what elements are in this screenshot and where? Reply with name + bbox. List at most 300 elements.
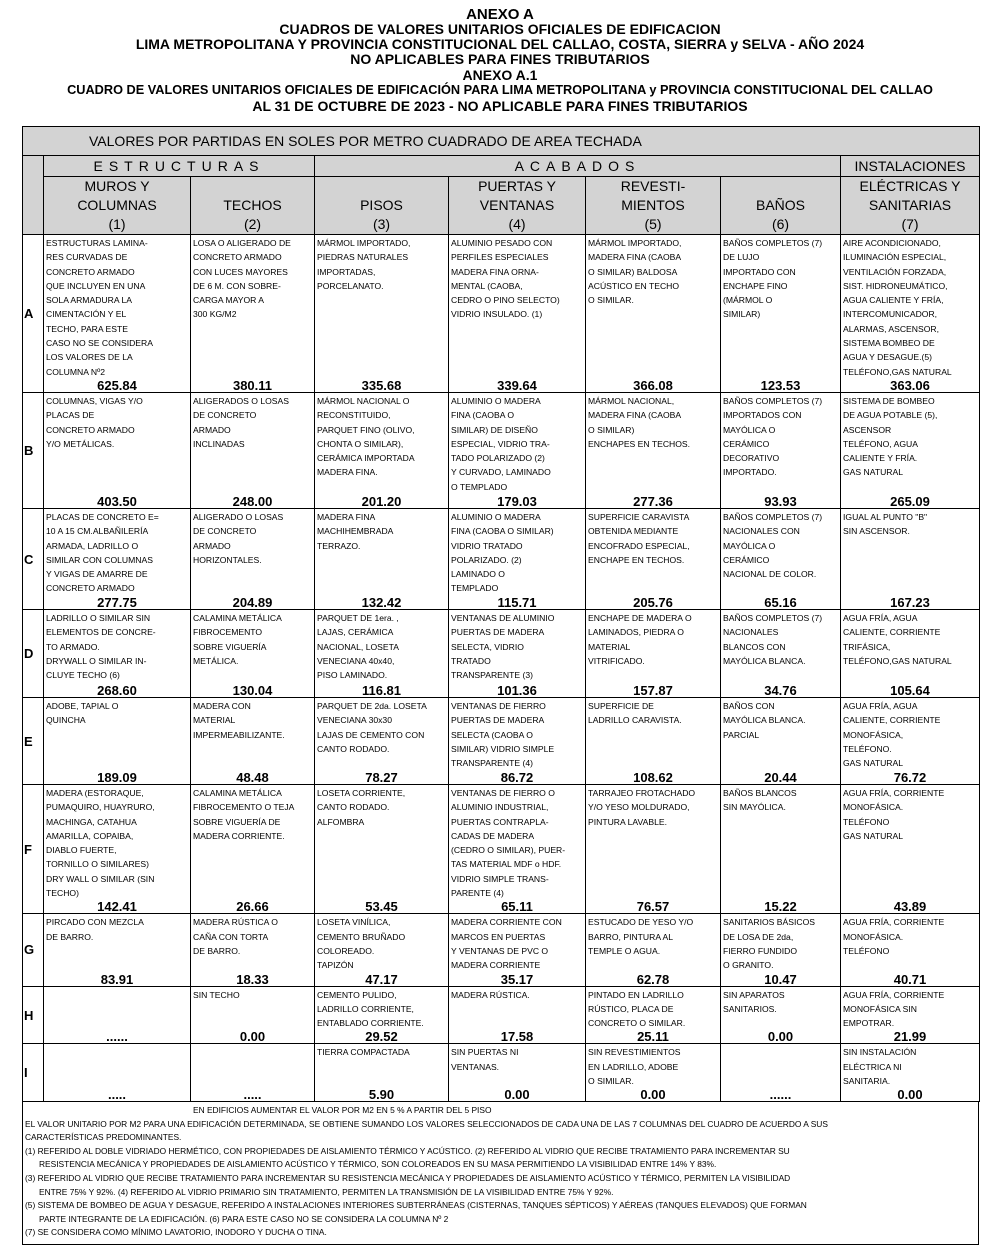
description-line: AGUA FRÍA, CORRIENTE bbox=[843, 917, 945, 928]
description-line: CALIENTE, CORRIENTE bbox=[843, 627, 941, 638]
description-line: PARENTE (4) bbox=[451, 888, 504, 899]
description-line: PIEDRAS NATURALES bbox=[317, 252, 409, 263]
description-cell bbox=[721, 698, 841, 772]
description-line: PARCIAL bbox=[723, 729, 760, 740]
description-line: CALAMINA METÁLICA bbox=[193, 613, 282, 623]
description-cell bbox=[315, 1044, 449, 1089]
description-line: SANITARIOS. bbox=[723, 1003, 777, 1014]
column-header-num: (2) bbox=[243, 216, 262, 232]
description-cell bbox=[191, 393, 315, 496]
description-line: ALUMINIO O MADERA bbox=[451, 396, 541, 406]
description-line: ESTRUCTURAS LAMINA- bbox=[46, 238, 148, 248]
description-line: CONCRETO O SIMILAR. bbox=[588, 1018, 686, 1029]
description-line: MADERA RÚSTICA O bbox=[193, 917, 278, 928]
description-line: SOBRE VIGUERÍA bbox=[193, 641, 267, 652]
description-cell bbox=[586, 785, 721, 901]
corner-cell bbox=[23, 156, 44, 235]
description-line: ESTUCADO DE YESO Y/O bbox=[588, 917, 694, 928]
description-line: SANITARIA. bbox=[843, 1076, 891, 1087]
description-line: MADERA FINA. bbox=[317, 467, 378, 478]
description-line: MONOFÁSICA SIN bbox=[843, 1003, 918, 1014]
footnote-floor-increase: EN EDIFICIOS AUMENTAR EL VALOR POR M2 EN 5 % A PARTIR DEL 5 PISO bbox=[193, 1105, 492, 1115]
value-cell: 157.87 bbox=[586, 684, 721, 698]
description-line: ALARMAS, ASCENSOR, bbox=[843, 323, 939, 334]
description-line: ALFOMBRA bbox=[317, 816, 365, 827]
value-cell: 47.17 bbox=[315, 973, 449, 987]
description-line: TEMPLADO bbox=[451, 583, 499, 594]
description-cell bbox=[721, 986, 841, 1030]
description-line: TORNILLO O SIMILARES) bbox=[46, 859, 149, 870]
value-cell: 108.62 bbox=[586, 771, 721, 785]
description-cell bbox=[586, 610, 721, 685]
description-cell bbox=[449, 235, 586, 380]
description-line: LADRILLO CORRIENTE, bbox=[317, 1003, 414, 1014]
description-line: ENCHAPE FINO bbox=[723, 280, 788, 291]
description-line: PUERTAS CONTRAPLA- bbox=[451, 816, 549, 827]
value-cell: 0.00 bbox=[449, 1088, 586, 1102]
value-cell: 86.72 bbox=[449, 771, 586, 785]
description-line: EMPOTRAR. bbox=[843, 1018, 895, 1029]
description-line: DIABLO FUERTE, bbox=[46, 845, 117, 856]
description-line: MONOFÁSICA. bbox=[843, 802, 904, 813]
description-line: DRY WALL O SIMILAR (SIN bbox=[46, 873, 155, 884]
value-cell: 363.06 bbox=[841, 379, 980, 393]
description-line: CALIENTE Y FRÍA. bbox=[843, 453, 918, 464]
description-line: MENTAL (CAOBA, bbox=[451, 280, 523, 291]
description-line: MONOFÁSICA, bbox=[843, 729, 904, 740]
description-line: IMPORTADO. bbox=[723, 467, 777, 478]
value-cell: 40.71 bbox=[841, 973, 980, 987]
description-line: LADRILLO O SIMILAR SIN bbox=[46, 613, 151, 623]
description-line: ELÉCTRICA NI bbox=[843, 1061, 902, 1072]
description-line: AGUA FRÍA, AGUA bbox=[843, 613, 918, 623]
description-line: CANTO RODADO. bbox=[317, 802, 390, 813]
row-letter-d: D bbox=[23, 610, 44, 698]
description-line: PINTURA LAVABLE. bbox=[588, 816, 667, 827]
description-line: ALIGERADO O LOSAS bbox=[193, 512, 284, 522]
value-cell: 53.45 bbox=[315, 900, 449, 914]
description-line: MAYÓLICA O bbox=[723, 540, 776, 551]
description-line: SIN REVESTIMIENTOS bbox=[588, 1047, 681, 1058]
document-subtitle: LIMA METROPOLITANA Y PROVINCIA CONSTITUCIONAL DEL CALLAO, COSTA, SIERRA y SELVA - AÑO 2024 bbox=[135, 36, 865, 52]
description-cell bbox=[841, 393, 980, 496]
value-cell: 265.09 bbox=[841, 495, 980, 509]
group-estructuras: ESTRUCTURAS bbox=[44, 156, 315, 177]
description-line: IMPERMEABILIZANTE. bbox=[193, 729, 285, 740]
column-header-l2: COLUMNAS bbox=[77, 197, 157, 213]
description-line: FINA (CAOBA O bbox=[451, 410, 515, 421]
description-line: SOBRE VIGUERÍA DE bbox=[193, 816, 281, 827]
description-line: MADERA FINA (CAOBA bbox=[588, 410, 682, 421]
description-line: FIERRO FUNDIDO bbox=[723, 945, 797, 956]
description-line: DE BARRO. bbox=[46, 931, 94, 942]
value-cell: 403.50 bbox=[44, 495, 191, 509]
description-line: RÚSTICO, PLACA DE bbox=[588, 1003, 674, 1014]
description-line: BAÑOS COMPLETOS (7) bbox=[723, 512, 823, 522]
description-line: CARGA MAYOR A bbox=[193, 295, 264, 306]
description-line: MADERA CON bbox=[193, 701, 251, 711]
column-header-3 bbox=[315, 177, 449, 235]
description-line: DE CONCRETO bbox=[193, 410, 257, 421]
description-line: MADERA FINA bbox=[317, 512, 376, 522]
value-cell: ..... bbox=[191, 1088, 315, 1102]
description-line: CON LUCES MAYORES bbox=[193, 266, 288, 277]
description-cell bbox=[449, 393, 586, 496]
value-cell: 204.89 bbox=[191, 596, 315, 610]
description-line: LOSETA CORRIENTE, bbox=[317, 788, 406, 798]
column-header-num: (6) bbox=[771, 216, 790, 232]
description-line: ALUMINIO PESADO CON bbox=[451, 238, 553, 248]
description-cell bbox=[841, 1044, 980, 1089]
value-cell: 83.91 bbox=[44, 973, 191, 987]
description-cell bbox=[191, 698, 315, 772]
description-line: Y CURVADO, LAMINADO bbox=[451, 467, 551, 478]
description-line: SIMILAR) bbox=[723, 309, 761, 320]
description-line: DRYWALL O SIMILAR IN- bbox=[46, 655, 147, 666]
description-line: SIN ASCENSOR. bbox=[843, 526, 910, 537]
description-line: AMARILLA, COPAIBA, bbox=[46, 830, 134, 841]
description-line: DE LOSA DE 2da, bbox=[723, 931, 794, 942]
value-cell: 43.89 bbox=[841, 900, 980, 914]
description-line: PARQUET DE 1era. , bbox=[317, 613, 399, 623]
description-line: FIBROCEMENTO bbox=[193, 627, 263, 638]
description-cell bbox=[44, 235, 191, 380]
description-line: ALIGERADOS O LOSAS bbox=[193, 396, 289, 406]
description-cell bbox=[44, 393, 191, 496]
description-cell bbox=[841, 785, 980, 901]
description-cell bbox=[721, 1044, 841, 1089]
description-line: CASO NO SE CONSIDERA bbox=[46, 338, 153, 349]
value-cell: 62.78 bbox=[586, 973, 721, 987]
footnote-2-cont: RESISTENCIA MECÁNICA Y PROPIEDADES DE AISLAMIENTO ACÚSTICO Y TÉRMICO, SON COLOREADOS EN SU MASA PERMITIENDO LA VISIBILIDAD ENTRE 14% Y 83%. bbox=[39, 1159, 717, 1170]
row-letter-c: C bbox=[23, 509, 44, 610]
description-line: CEMENTO BRUÑADO bbox=[317, 931, 406, 942]
description-line: SIMILAR) VIDRIO SIMPLE bbox=[451, 743, 555, 754]
description-line: PARQUET FINO (OLIVO, bbox=[317, 424, 415, 435]
column-header-l1 bbox=[721, 177, 840, 196]
description-line: AIRE ACONDICIONADO, bbox=[843, 238, 941, 248]
description-cell bbox=[44, 914, 191, 973]
description-line: FINA (CAOBA O SIMILAR) bbox=[451, 526, 554, 537]
description-line: CERÁMICO bbox=[723, 438, 770, 449]
description-line: DECORATIVO bbox=[723, 453, 780, 464]
description-line: PLACAS DE bbox=[46, 410, 95, 421]
description-line: TECHO, PARA ESTE bbox=[46, 323, 128, 334]
description-line: PISO LAMINADO. bbox=[317, 670, 388, 681]
description-line: VENTANAS DE FIERRO O bbox=[451, 788, 555, 798]
description-line: CERÁMICA IMPORTADA bbox=[317, 453, 415, 464]
description-cell bbox=[721, 235, 841, 380]
description-line: NACIONAL, LOSETA bbox=[317, 641, 399, 652]
table-banner: VALORES POR PARTIDAS EN SOLES POR METRO CUADRADO DE AREA TECHADA bbox=[23, 127, 980, 156]
value-cell: ..... bbox=[44, 1088, 191, 1102]
description-line: PLACAS DE CONCRETO E= bbox=[46, 512, 159, 522]
description-line: ENCHAPES EN TECHOS. bbox=[588, 438, 691, 449]
description-line: DE AGUA POTABLE (5), bbox=[843, 410, 938, 421]
description-line: TARRAJEO FROTACHADO bbox=[588, 788, 696, 798]
description-cell bbox=[449, 698, 586, 772]
description-line: CONCRETO ARMADO bbox=[193, 252, 282, 263]
description-cell bbox=[841, 986, 980, 1030]
description-line: LOSA O ALIGERADO DE bbox=[193, 238, 291, 248]
value-cell: 20.44 bbox=[721, 771, 841, 785]
footnotes bbox=[22, 1102, 979, 1245]
description-line: ALUMINIO INDUSTRIAL, bbox=[451, 802, 549, 813]
footnote-5-6: PARTE INTEGRANTE DE LA EDIFICACIÓN. (6) PARA ESTE CASO NO SE CONSIDERA LA COLUMNA Nº 2 bbox=[39, 1213, 449, 1224]
description-line: LAJAS DE CEMENTO CON bbox=[317, 729, 425, 740]
description-line: VENTANAS DE ALUMINIO bbox=[451, 613, 555, 623]
footnote-5: (5) SISTEMA DE BOMBEO DE AGUA Y DESAGUE, REFERIDO A INSTALACIONES INTERIORES SUBTERRÁNEAS (CISTERNAS, TANQUES SÉPTICOS) Y AÉREAS (TANQUES ELEVADOS) QUE FORMAN bbox=[25, 1200, 807, 1211]
column-header-l1: PUERTAS Y bbox=[478, 178, 556, 194]
description-cell bbox=[841, 509, 980, 597]
column-header-l1 bbox=[191, 177, 314, 196]
description-line: TRANSPARENTE (4) bbox=[451, 758, 533, 769]
description-line: MADERA CORRIENTE CON bbox=[451, 917, 562, 928]
description-cell bbox=[586, 986, 721, 1030]
value-cell: 277.75 bbox=[44, 596, 191, 610]
document-title: CUADROS DE VALORES UNITARIOS OFICIALES DE EDIFICACION bbox=[279, 21, 721, 37]
description-line: 10 A 15 CM.ALBAÑILERÍA bbox=[46, 526, 149, 537]
description-line: MÁRMOL IMPORTADO, bbox=[588, 238, 682, 248]
column-header-l1 bbox=[315, 177, 448, 196]
value-cell: 268.60 bbox=[44, 684, 191, 698]
document-note: NO APLICABLES PARA FINES TRIBUTARIOS bbox=[350, 51, 650, 67]
value-cell: 65.11 bbox=[449, 900, 586, 914]
description-line: ENTABLADO CORRIENTE. bbox=[317, 1018, 424, 1029]
description-line: MAYÓLICA BLANCA. bbox=[723, 655, 806, 666]
description-cell bbox=[191, 785, 315, 901]
value-cell: 179.03 bbox=[449, 495, 586, 509]
description-line: TADO POLARIZADO (2) bbox=[451, 453, 545, 464]
description-line: TAS MATERIAL MDF o HDF. bbox=[451, 859, 562, 870]
description-line: VIDRIO INSULADO. (1) bbox=[451, 309, 543, 320]
description-line: CLUYE TECHO (6) bbox=[46, 670, 120, 681]
description-line: SIN PUERTAS NI bbox=[451, 1047, 519, 1058]
description-line: BAÑOS COMPLETOS (7) bbox=[723, 396, 823, 406]
footnote-unit-value-cont: CARACTERÍSTICAS PREDOMINANTES. bbox=[25, 1132, 182, 1143]
value-cell: 34.76 bbox=[721, 684, 841, 698]
description-line: LADRILLO CARAVISTA. bbox=[588, 715, 682, 726]
description-cell bbox=[449, 610, 586, 685]
annex-subtitle: ANEXO A.1 bbox=[462, 67, 538, 83]
description-line: MAYÓLICA BLANCA. bbox=[723, 715, 806, 726]
description-line: INTERCOMUNICADOR, bbox=[843, 309, 938, 320]
column-header-4 bbox=[449, 177, 586, 235]
description-line: CERÁMICO bbox=[723, 554, 770, 565]
description-line: VIDRIO SIMPLE TRANS- bbox=[451, 873, 549, 884]
description-cell bbox=[841, 698, 980, 772]
value-cell: 10.47 bbox=[721, 973, 841, 987]
column-header-num: (7) bbox=[901, 216, 919, 232]
annex-title: ANEXO A bbox=[466, 6, 534, 23]
description-line: IMPORTADO CON bbox=[723, 266, 796, 277]
description-line: PUERTAS DE MADERA bbox=[451, 627, 545, 638]
description-cell bbox=[44, 698, 191, 772]
description-line: SIMILAR CON COLUMNAS bbox=[46, 554, 153, 565]
description-line: RES CURVADAS DE bbox=[46, 252, 128, 263]
value-cell: 78.27 bbox=[315, 771, 449, 785]
column-header-l2: MIENTOS bbox=[621, 197, 685, 213]
description-line: ACÚSTICO EN TECHO bbox=[588, 280, 680, 291]
description-line: Y VENTANAS DE PVC O bbox=[451, 945, 549, 956]
description-cell bbox=[315, 393, 449, 496]
description-line: TELÉFONO bbox=[843, 945, 890, 956]
description-line: LAJAS, CERÁMICA bbox=[317, 627, 394, 638]
value-cell: 130.04 bbox=[191, 684, 315, 698]
table-title: CUADRO DE VALORES UNITARIOS OFICIALES DE EDIFICACIÓN PARA LIMA METROPOLITANA y PROVINCIA CONSTITUCIONAL DEL CALLAO bbox=[67, 82, 933, 97]
description-line: CIMENTACIÓN Y EL bbox=[46, 309, 127, 320]
description-line: O SIMILAR) BALDOSA bbox=[588, 266, 678, 277]
column-header-l1: MUROS Y bbox=[84, 178, 150, 194]
description-line: ILUMINACIÓN ESPECIAL, bbox=[843, 252, 947, 263]
description-line: O SIMILAR. bbox=[588, 295, 634, 306]
description-cell bbox=[315, 509, 449, 597]
description-line: QUINCHA bbox=[46, 715, 86, 726]
value-cell: 167.23 bbox=[841, 596, 980, 610]
description-cell bbox=[449, 914, 586, 973]
description-cell bbox=[44, 509, 191, 597]
footnote-unit-value: EL VALOR UNITARIO POR M2 PARA UNA EDIFICACIÓN DETERMINADA, SE OBTIENE SUMANDO LOS VALORES SELECCIONADOS DE CADA UNA DE LAS 7 COLUMNAS DEL CUADRO DE ACUERDO A SUS bbox=[25, 1118, 828, 1129]
description-line: CONCRETO ARMADO bbox=[46, 424, 135, 435]
description-line: TIERRA COMPACTADA bbox=[317, 1047, 410, 1058]
description-line: EN LADRILLO, ADOBE bbox=[588, 1061, 679, 1072]
description-line: DE BARRO. bbox=[193, 945, 241, 956]
description-line: Y/O YESO MOLDURADO, bbox=[588, 802, 690, 813]
description-cell bbox=[315, 785, 449, 901]
description-cell bbox=[191, 610, 315, 685]
description-line: BAÑOS CON bbox=[723, 701, 775, 711]
description-line: ENCHAPE EN TECHOS. bbox=[588, 554, 685, 565]
description-cell bbox=[191, 986, 315, 1030]
description-line: AGUA FRÍA, CORRIENTE bbox=[843, 788, 945, 798]
value-cell: 189.09 bbox=[44, 771, 191, 785]
description-cell bbox=[449, 986, 586, 1030]
row-letter-a: A bbox=[23, 235, 44, 393]
description-line: NACIONALES bbox=[723, 627, 779, 638]
description-line: MÁRMOL NACIONAL O bbox=[317, 396, 410, 406]
description-line: (CEDRO O SIMILAR), PUER- bbox=[451, 845, 566, 856]
group-instalaciones: INSTALACIONES bbox=[841, 156, 980, 177]
description-line: TELÉFONO,GAS NATURAL bbox=[843, 366, 952, 377]
description-line: PORCELANATO. bbox=[317, 280, 384, 291]
description-line: LOSETA VINÍLICA, bbox=[317, 917, 391, 928]
description-line: GAS NATURAL bbox=[843, 830, 904, 841]
description-line: AGUA CALIENTE Y FRÍA, bbox=[843, 295, 944, 306]
description-line: QUE INCLUYEN EN UNA bbox=[46, 280, 146, 291]
description-line: ARMADO bbox=[193, 424, 231, 435]
description-line: (MÁRMOL O bbox=[723, 295, 773, 306]
description-line: TRANSPARENTE (3) bbox=[451, 670, 533, 681]
value-cell: 0.00 bbox=[721, 1030, 841, 1044]
description-line: TELÉFONO, AGUA bbox=[843, 438, 918, 449]
value-cell: 18.33 bbox=[191, 973, 315, 987]
description-line: IMPORTADAS, bbox=[317, 266, 376, 277]
description-cell bbox=[191, 235, 315, 380]
description-line: MADERA FINA ORNA- bbox=[451, 266, 539, 277]
description-line: SISTEMA DE BOMBEO bbox=[843, 396, 935, 406]
description-cell bbox=[191, 1044, 315, 1089]
description-line: CANTO RODADO. bbox=[317, 743, 390, 754]
description-line: O SIMILAR) bbox=[588, 424, 635, 435]
description-line: BAÑOS COMPLETOS (7) bbox=[723, 613, 823, 623]
description-cell bbox=[721, 914, 841, 973]
description-line: METÁLICA. bbox=[193, 655, 239, 666]
value-cell: 201.20 bbox=[315, 495, 449, 509]
description-line: MONOFÁSICA. bbox=[843, 931, 904, 942]
description-cell bbox=[315, 235, 449, 380]
value-cell: 26.66 bbox=[191, 900, 315, 914]
column-header-1 bbox=[44, 177, 191, 235]
column-header-6 bbox=[721, 177, 841, 235]
description-line: COLOREADO. bbox=[317, 945, 375, 956]
footnote-3-4: ENTRE 75% Y 92%. (4) REFERIDO AL VIDRIO PRIMARIO SIN TRATAMIENTO, PERMITEN LA TRANSMISIÓN DE LA VISIBILIDAD ENTRE 75% Y 92%. bbox=[39, 1186, 614, 1197]
description-cell bbox=[586, 698, 721, 772]
description-cell bbox=[841, 610, 980, 685]
description-line: BLANCOS CON bbox=[723, 641, 786, 652]
description-line: BARRO, PINTURA AL bbox=[588, 931, 674, 942]
description-line: VENECIANA 40x40, bbox=[317, 655, 395, 666]
description-line: DE CONCRETO bbox=[193, 526, 257, 537]
description-cell bbox=[315, 610, 449, 685]
description-line: SOLA ARMADURA LA bbox=[46, 295, 132, 306]
description-line: TELÉFONO. bbox=[843, 743, 892, 754]
description-line: SELECTA (CAOBA O bbox=[451, 729, 533, 740]
description-line: SELECTA, VIDRIO bbox=[451, 641, 524, 652]
value-cell: 335.68 bbox=[315, 379, 449, 393]
row-letter-g: G bbox=[23, 914, 44, 986]
description-line: HORIZONTALES. bbox=[193, 554, 262, 565]
description-cell bbox=[44, 986, 191, 1030]
description-line: GAS NATURAL bbox=[843, 467, 904, 478]
value-cell: 248.00 bbox=[191, 495, 315, 509]
description-cell bbox=[191, 509, 315, 597]
description-line: VENTANAS. bbox=[451, 1061, 500, 1072]
value-cell: 25.11 bbox=[586, 1030, 721, 1044]
description-line: SUPERFICIE CARAVISTA bbox=[588, 512, 690, 522]
group-acabados: ACABADOS bbox=[315, 156, 841, 177]
row-letter-f: F bbox=[23, 785, 44, 914]
description-line: MATERIAL bbox=[193, 715, 236, 726]
description-cell bbox=[449, 785, 586, 901]
description-line: Y/O METÁLICAS. bbox=[46, 438, 115, 449]
description-line: TEMPLE O AGUA. bbox=[588, 945, 661, 956]
column-header-num: (3) bbox=[372, 216, 391, 232]
description-line: TERRAZO. bbox=[317, 540, 361, 551]
description-line: CALAMINA METÁLICA bbox=[193, 788, 282, 798]
description-line: O SIMILAR. bbox=[588, 1076, 634, 1087]
value-cell: 76.72 bbox=[841, 771, 980, 785]
description-line: SISTEMA BOMBEO DE bbox=[843, 338, 935, 349]
description-line: ARMADA, LADRILLO O bbox=[46, 540, 139, 551]
description-line: PUERTAS DE MADERA bbox=[451, 715, 545, 726]
column-header-l2: BAÑOS bbox=[755, 197, 805, 213]
description-line: DE 6 M. CON SOBRE- bbox=[193, 280, 281, 291]
value-cell: ...... bbox=[44, 1030, 191, 1044]
description-cell bbox=[44, 610, 191, 685]
description-line: ASCENSOR bbox=[843, 424, 892, 435]
value-cell: 132.42 bbox=[315, 596, 449, 610]
description-line: ELEMENTOS DE CONCRE- bbox=[46, 627, 156, 638]
description-line: MATERIAL bbox=[588, 641, 631, 652]
unit-values-table bbox=[22, 126, 980, 1102]
description-line: AGUA FRÍA, CORRIENTE bbox=[843, 989, 945, 1000]
description-line: MAYÓLICA O bbox=[723, 424, 776, 435]
description-line: LOS VALORES DE LA bbox=[46, 352, 133, 363]
description-line: TRIFÁSICA, bbox=[843, 641, 891, 652]
description-cell bbox=[841, 235, 980, 380]
description-line: BAÑOS BLANCOS bbox=[723, 788, 797, 798]
description-cell bbox=[586, 914, 721, 973]
